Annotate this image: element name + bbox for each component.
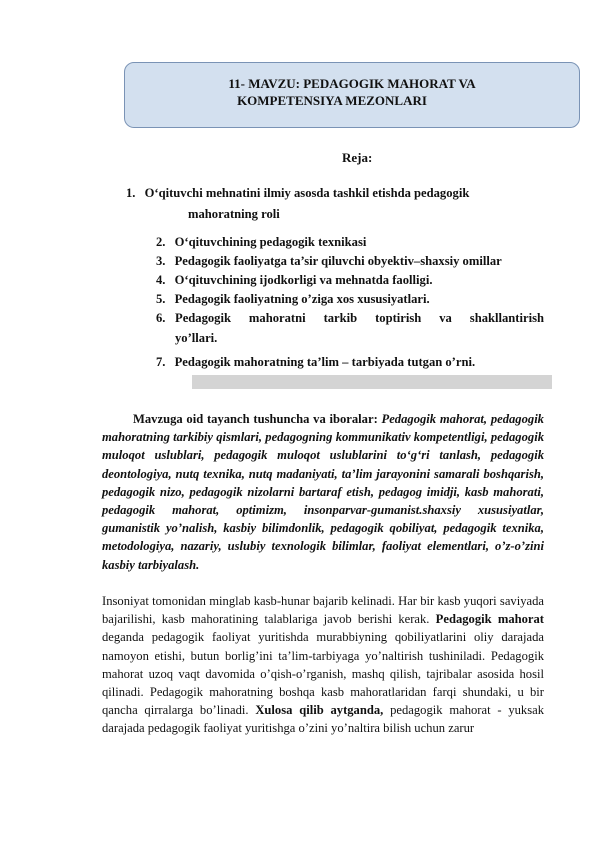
plan-item-continuation: mahoratning roli [188,207,280,221]
plan-heading: Reja: [342,150,373,165]
key-concepts-lead: Mavzuga oid tayanch tushuncha va iboralar: [133,412,378,426]
highlight-bar [192,375,552,389]
plan-item-number: 3. [156,254,166,268]
plan-item-number: 5. [156,292,166,306]
plan-item-number: 2. [156,235,166,249]
plan-item [156,233,366,252]
plan-item [126,184,469,203]
body-sentence: pedagogik mahorat - yuksak darajada pedagogik faoliyat yuritishga o’zini yo’naltira bilish uchun zarur [102,703,545,736]
plan-item-number: 7. [156,355,166,369]
topic-title-box [124,62,580,128]
plan-item [156,252,502,271]
plan-item-text: Pedagogik mahoratning ta’lim – tarbiyada tutgan o’rni. [174,355,476,369]
plan-item [156,309,165,328]
body-term-xulosa: Xulosa qilib aytganda, [255,703,384,718]
topic-title-line2: KOMPETENSIYA MEZONLARI [237,93,427,108]
plan-item-text: Pedagogik faoliyatga ta’sir qiluvchi obyektiv–shaxsiy omillar [174,254,502,268]
body-sentence: Insoniyat tomonidan minglab kasb-hunar bajarib kelinadi. Har bir kasb yuqori saviyada bajarilishi, kasb mahoratining talablariga javob berishi kerak. [102,594,544,627]
plan-item [156,271,432,290]
plan-item-text: Pedagogik faoliyatning o’ziga xos xususiyatlari. [174,292,430,306]
body-term-pedagogik-mahorat: Pedagogik mahorat [435,612,544,627]
plan-item [156,290,430,309]
plan-item-text: Pedagogik mahoratni tarkib toptirish va shakllantirish [175,311,544,325]
key-concepts-list: Pedagogik mahorat, pedagogik mahoratning tarkibiy qismlari, pedagogning kommunikativ kompetentligi, pedagogik muloqot uslublari, pedagogik muloqot uslublarini to‘g‘ri tanlash, pedagogik deontologiya, nutq texnika, nutq madaniyati, ta’lim jarayonini samarali boshqarish, pedagogik nizo, pedagogik nizolarni bartaraf etish, pedagog imidji, kasb mahorati, pedagogik mahorat, optimizm, insonparvar-gumanist.shaxsiy xususiyatlar, gumanistik yo’nalish, kasbiy bilimdonlik, pedagogik qobiliyat, pedagogik texnika, metodologiya, nazariy, uslubiy texnologik bilimlar, faoliyat elementlari, o’z-o’zini kasbiy tarbiyalash. [102,412,544,572]
key-concepts-paragraph [102,410,544,574]
plan-item [156,353,475,372]
plan-item-continuation: yo’llari. [175,331,218,345]
plan-item-number: 6. [156,311,166,325]
plan-item-text: O‘qituvchining pedagogik texnikasi [174,235,367,249]
plan-item-text: O‘qituvchi mehnatini ilmiy asosda tashkil etishda pedagogik [144,186,470,200]
plan-item-text: O‘qituvchining ijodkorligi va mehnatda faolligi. [174,273,433,287]
topic-title-line1: 11- MAVZU: PEDAGOGIK MAHORAT VA [228,76,476,91]
body-sentence: deganda pedagogik faoliyat yuritishda murabbiyning qobiliyatlarini oliy darajada namoyon etishi, butun borlig’ini ta’lim-tarbiyaga yo’naltirish tushiniladi. Pedagogik mahorat uzoq vaqt davomida o’qish-o’rganish, mashq qilish, tajribalar asosida hosil qilinadi. Pedagogik mahoratning boshqa kasb mahoratlaridan farqi shundaki, u bir qancha qirralarga bo’linadi. [102,630,544,718]
body-paragraph [102,592,544,738]
plan-item-number: 1. [126,186,136,200]
plan-item-number: 4. [156,273,166,287]
